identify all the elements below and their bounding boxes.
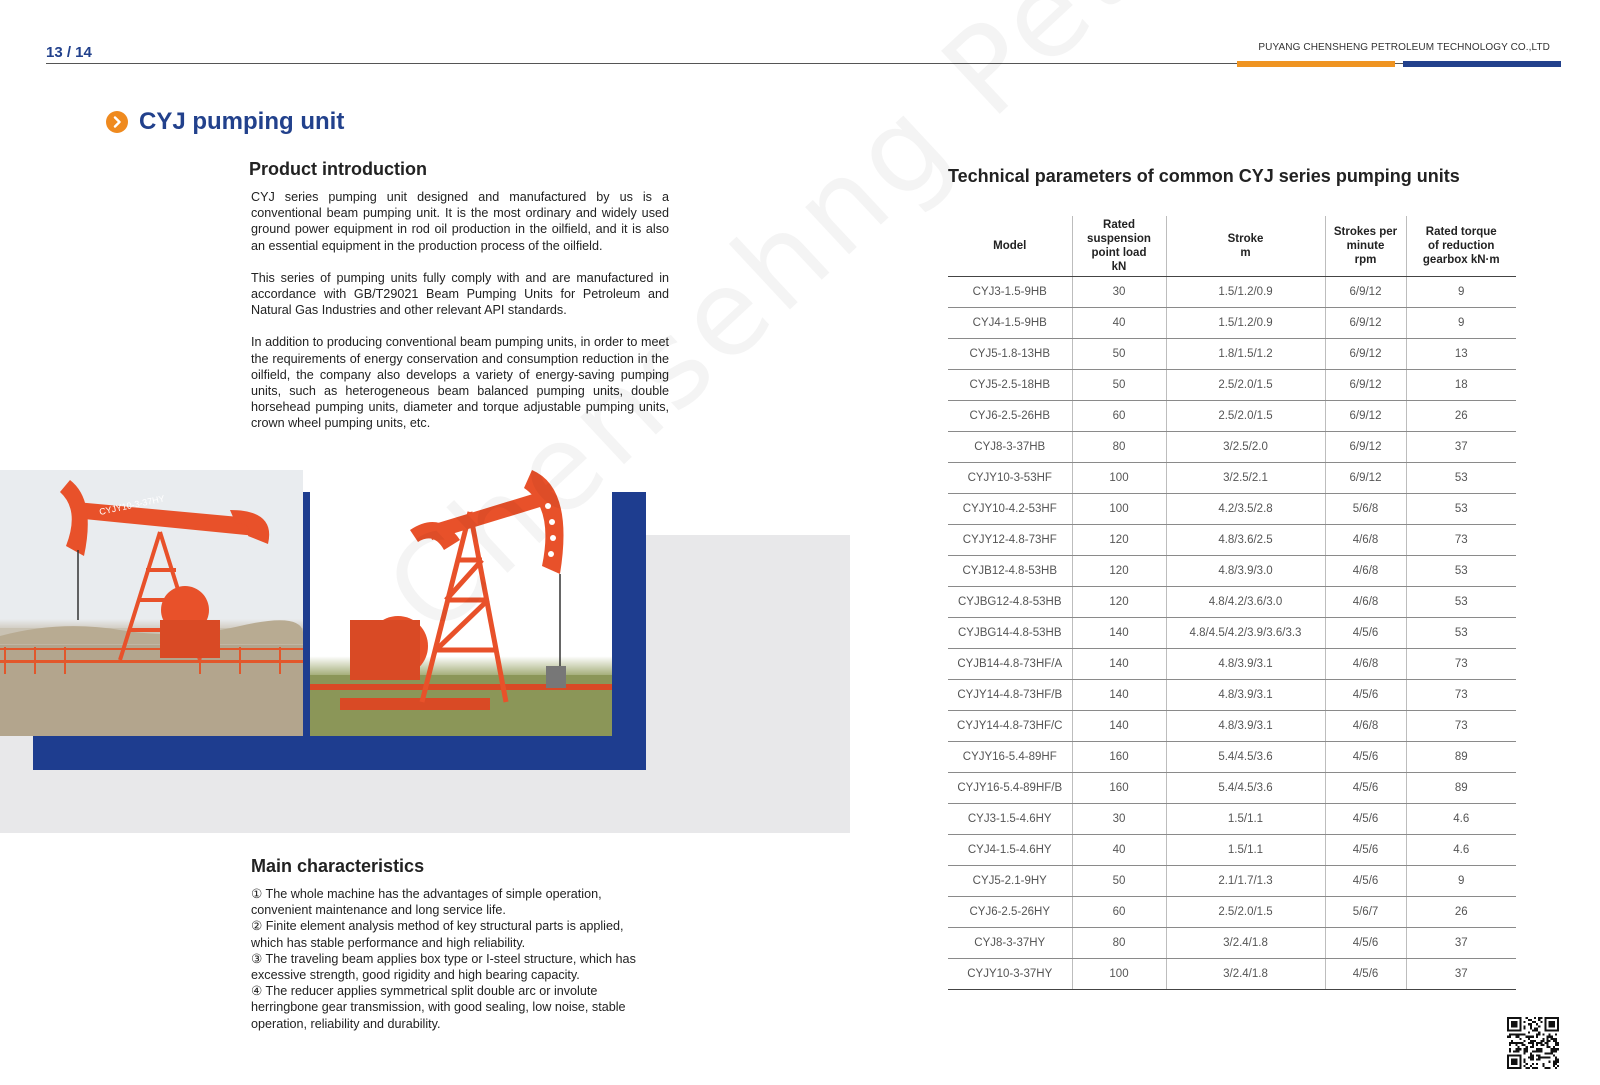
characteristics-line: operation, reliability and durability. (251, 1016, 441, 1031)
table-row (948, 927, 1516, 958)
cell-rated-load: 30 (1072, 803, 1166, 834)
cell-rated-torque: 4.6 (1406, 803, 1516, 834)
header-line: Rated torque (1425, 225, 1497, 238)
cell-model: CYJ6-2.5-26HY (948, 896, 1072, 927)
page-number: 13 / 14 (46, 44, 92, 61)
cell-rated-torque: 73 (1406, 648, 1516, 679)
cell-model: CYJ4-1.5-4.6HY (948, 834, 1072, 865)
cell-rated-torque: 73 (1406, 679, 1516, 710)
cell-rated-load: 140 (1072, 679, 1166, 710)
characteristics-line: which has stable performance and high reliability. (251, 935, 526, 950)
cell-stroke: 1.8/1.5/1.2 (1166, 338, 1325, 369)
qr-code-icon (1507, 1017, 1559, 1069)
table-row (948, 772, 1516, 803)
cell-model: CYJY10-3-37HY (948, 958, 1072, 989)
table-row (948, 710, 1516, 741)
table-row (948, 865, 1516, 896)
cell-stroke: 1.5/1.1 (1166, 803, 1325, 834)
cell-strokes-per-minute: 5/6/7 (1325, 896, 1406, 927)
characteristics-line: ① The whole machine has the advantages of simple operation, (251, 887, 602, 901)
table-row (948, 679, 1516, 710)
pumping-unit-photo-2 (310, 470, 612, 736)
cell-model: CYJB14-4.8-73HF/A (948, 648, 1072, 679)
cell-rated-torque: 53 (1406, 555, 1516, 586)
cell-stroke: 4.8/4.2/3.6/3.0 (1166, 586, 1325, 617)
cell-rated-torque: 26 (1406, 896, 1516, 927)
section-title (106, 108, 344, 136)
cell-rated-torque: 37 (1406, 927, 1516, 958)
cell-rated-load: 100 (1072, 493, 1166, 524)
cell-stroke: 2.1/1.7/1.3 (1166, 865, 1325, 896)
cell-model: CYJ5-2.5-18HB (948, 369, 1072, 400)
cell-strokes-per-minute: 4/5/6 (1325, 617, 1406, 648)
cell-rated-load: 120 (1072, 555, 1166, 586)
cell-strokes-per-minute: 6/9/12 (1325, 338, 1406, 369)
cell-rated-torque: 89 (1406, 741, 1516, 772)
cell-stroke: 5.4/4.5/3.6 (1166, 741, 1325, 772)
cell-model: CYJY12-4.8-73HF (948, 524, 1072, 555)
cell-stroke: 2.5/2.0/1.5 (1166, 896, 1325, 927)
characteristics-line: convenient maintenance and long service life. (251, 903, 506, 918)
cell-model: CYJY10-3-53HF (948, 462, 1072, 493)
cell-rated-load: 50 (1072, 338, 1166, 369)
cell-model: CYJ5-2.1-9HY (948, 865, 1072, 896)
cell-model: CYJ5-1.8-13HB (948, 338, 1072, 369)
intro-heading: Product introduction (249, 159, 427, 179)
header-accent-blue (1403, 61, 1561, 67)
cell-strokes-per-minute: 4/5/6 (1325, 958, 1406, 989)
table-row (948, 648, 1516, 679)
cell-strokes-per-minute: 6/9/12 (1325, 369, 1406, 400)
cell-strokes-per-minute: 6/9/12 (1325, 307, 1406, 338)
header-line: point load (1091, 246, 1147, 259)
cell-rated-load: 160 (1072, 741, 1166, 772)
header-line: m (1240, 246, 1251, 259)
characteristics-line: herringbone gear transmission, with good sealing, low noise, stable (251, 1000, 626, 1015)
cell-rated-torque: 73 (1406, 710, 1516, 741)
header-line: Stroke (1227, 232, 1264, 245)
cell-strokes-per-minute: 4/5/6 (1325, 803, 1406, 834)
cell-model: CYJ3-1.5-4.6HY (948, 803, 1072, 834)
cell-rated-torque: 9 (1406, 307, 1516, 338)
table-row (948, 369, 1516, 400)
pumping-unit-nameplate: CYJY10-3-37HY (98, 493, 166, 517)
cell-stroke: 4.2/3.5/2.8 (1166, 493, 1325, 524)
header-line: minute (1346, 239, 1385, 252)
cell-strokes-per-minute: 6/9/12 (1325, 276, 1406, 307)
cell-strokes-per-minute: 4/6/8 (1325, 710, 1406, 741)
characteristics-list (251, 886, 681, 1032)
cell-stroke: 4.8/4.5/4.2/3.9/3.6/3.3 (1166, 617, 1325, 648)
cell-rated-torque: 53 (1406, 586, 1516, 617)
cell-strokes-per-minute: 4/6/8 (1325, 555, 1406, 586)
cell-strokes-per-minute: 4/5/6 (1325, 865, 1406, 896)
cell-rated-load: 120 (1072, 586, 1166, 617)
cell-rated-torque: 9 (1406, 276, 1516, 307)
cell-rated-torque: 89 (1406, 772, 1516, 803)
cell-rated-load: 80 (1072, 927, 1166, 958)
cell-rated-load: 30 (1072, 276, 1166, 307)
cell-model: CYJ3-1.5-9HB (948, 276, 1072, 307)
table-row (948, 338, 1516, 369)
cell-rated-load: 100 (1072, 462, 1166, 493)
cell-strokes-per-minute: 6/9/12 (1325, 400, 1406, 431)
cell-rated-torque: 4.6 (1406, 834, 1516, 865)
cell-strokes-per-minute: 5/6/8 (1325, 493, 1406, 524)
header-line: Rated (1103, 218, 1135, 231)
cell-rated-torque: 9 (1406, 865, 1516, 896)
cell-strokes-per-minute: 4/6/8 (1325, 586, 1406, 617)
company-name: PUYANG CHENSHENG PETROLEUM TECHNOLOGY CO.,LTD (1258, 42, 1550, 53)
cell-model: CYJY16-5.4-89HF/B (948, 772, 1072, 803)
table-row (948, 307, 1516, 338)
cell-model: CYJB12-4.8-53HB (948, 555, 1072, 586)
characteristics-line: ④ The reducer applies symmetrical split double arc or involute (251, 984, 598, 999)
cell-rated-torque: 53 (1406, 462, 1516, 493)
header-line: kN (1111, 260, 1127, 273)
cell-model: CYJY16-5.4-89HF (948, 741, 1072, 772)
cell-stroke: 1.5/1.2/0.9 (1166, 307, 1325, 338)
intro-paragraph: In addition to producing conventional beam pumping units, in order to meet the requirements of energy conservation and consumption reduction in the oilfield, the company also develops a variety of energy-saving pumping units, such as heterogeneous beam balanced pumping units, double horsehead pumping units, diameter and torque adjustable pumping units, crown wheel pumping units, etc. (251, 335, 669, 431)
cell-rated-load: 40 (1072, 307, 1166, 338)
cell-rated-load: 100 (1072, 958, 1166, 989)
table-row (948, 617, 1516, 648)
cell-model: CYJY14-4.8-73HF/B (948, 679, 1072, 710)
section-title-text: CYJ pumping unit (139, 108, 345, 135)
pumping-unit-photo-1 (0, 470, 303, 736)
parameters-table (948, 216, 1516, 990)
header-line: suspension (1087, 232, 1151, 245)
table-body (948, 276, 1516, 989)
table-row (948, 834, 1516, 865)
table-row (948, 803, 1516, 834)
cell-model: CYJ6-2.5-26HB (948, 400, 1072, 431)
table-row (948, 493, 1516, 524)
cell-strokes-per-minute: 4/5/6 (1325, 772, 1406, 803)
table-row (948, 400, 1516, 431)
table-row (948, 524, 1516, 555)
cell-rated-load: 60 (1072, 400, 1166, 431)
cell-rated-load: 120 (1072, 524, 1166, 555)
table-title: Technical parameters of common CYJ series pumping units (948, 166, 1460, 186)
table-row (948, 586, 1516, 617)
header-line: gearbox kN·m (1422, 253, 1500, 266)
intro-paragraph: This series of pumping units fully comply with and are manufactured in accordance with GB/T29021 Beam Pumping Units for Petroleum and Natural Gas Industries and other relevant API standards. (251, 270, 669, 318)
cell-model: CYJY10-4.2-53HF (948, 493, 1072, 524)
cell-stroke: 4.8/3.9/3.0 (1166, 555, 1325, 586)
header-line: rpm (1354, 253, 1377, 266)
cell-rated-torque: 53 (1406, 493, 1516, 524)
cell-model: CYJ8-3-37HB (948, 431, 1072, 462)
intro-text (251, 189, 669, 448)
cell-rated-load: 60 (1072, 896, 1166, 927)
cell-stroke: 1.5/1.1 (1166, 834, 1325, 865)
cell-model: CYJBG12-4.8-53HB (948, 586, 1072, 617)
cell-rated-load: 80 (1072, 431, 1166, 462)
header-model (948, 216, 1072, 276)
cell-rated-load: 140 (1072, 617, 1166, 648)
cell-stroke: 3/2.4/1.8 (1166, 958, 1325, 989)
cell-stroke: 3/2.5/2.0 (1166, 431, 1325, 462)
cell-rated-load: 40 (1072, 834, 1166, 865)
table-header-row (948, 216, 1516, 276)
cell-rated-torque: 18 (1406, 369, 1516, 400)
cell-stroke: 4.8/3.6/2.5 (1166, 524, 1325, 555)
characteristics-line: ③ The traveling beam applies box type or I-steel structure, which has (251, 951, 636, 966)
header-accent-orange (1237, 61, 1395, 67)
characteristics-line: ② Finite element analysis method of key structural parts is applied, (251, 919, 624, 934)
chevron-right-circle-icon (106, 111, 128, 133)
cell-strokes-per-minute: 4/5/6 (1325, 834, 1406, 865)
cell-model: CYJ8-3-37HY (948, 927, 1072, 958)
cell-stroke: 3/2.4/1.8 (1166, 927, 1325, 958)
characteristics-line: excessive strength, good rigidity and high bearing capacity. (251, 968, 580, 983)
table-row (948, 741, 1516, 772)
table-row (948, 555, 1516, 586)
table-row (948, 462, 1516, 493)
header-line: Model (993, 239, 1027, 252)
table-row (948, 431, 1516, 462)
cell-stroke: 3/2.5/2.1 (1166, 462, 1325, 493)
cell-stroke: 2.5/2.0/1.5 (1166, 400, 1325, 431)
cell-stroke: 1.5/1.2/0.9 (1166, 276, 1325, 307)
cell-stroke: 2.5/2.0/1.5 (1166, 369, 1325, 400)
cell-rated-torque: 13 (1406, 338, 1516, 369)
cell-rated-torque: 37 (1406, 431, 1516, 462)
cell-strokes-per-minute: 4/5/6 (1325, 741, 1406, 772)
cell-stroke: 4.8/3.9/3.1 (1166, 679, 1325, 710)
cell-rated-torque: 53 (1406, 617, 1516, 648)
header-rated-load (1072, 216, 1166, 276)
cell-model: CYJ4-1.5-9HB (948, 307, 1072, 338)
cell-rated-load: 160 (1072, 772, 1166, 803)
cell-strokes-per-minute: 6/9/12 (1325, 462, 1406, 493)
intro-paragraph: CYJ series pumping unit designed and manufactured by us is a conventional beam pumping unit. It is the most ordinary and widely used ground power equipment in rod oil production in the oilfield, and it is also an essential equipment in the production process of the oilfield. (251, 190, 669, 253)
cell-rated-load: 50 (1072, 865, 1166, 896)
header-stroke (1166, 216, 1325, 276)
header-line: Strokes per (1333, 225, 1398, 238)
header-line: of reduction (1428, 239, 1495, 252)
table-row (948, 276, 1516, 307)
cell-stroke: 4.8/3.9/3.1 (1166, 710, 1325, 741)
cell-rated-torque: 73 (1406, 524, 1516, 555)
cell-strokes-per-minute: 6/9/12 (1325, 431, 1406, 462)
cell-rated-load: 140 (1072, 710, 1166, 741)
cell-stroke: 5.4/4.5/3.6 (1166, 772, 1325, 803)
characteristics-heading: Main characteristics (251, 856, 425, 876)
cell-rated-torque: 37 (1406, 958, 1516, 989)
table-row (948, 896, 1516, 927)
cell-rated-torque: 26 (1406, 400, 1516, 431)
cell-stroke: 4.8/3.9/3.1 (1166, 648, 1325, 679)
cell-strokes-per-minute: 4/6/8 (1325, 524, 1406, 555)
cell-model: CYJBG14-4.8-53HB (948, 617, 1072, 648)
cell-rated-load: 140 (1072, 648, 1166, 679)
cell-strokes-per-minute: 4/6/8 (1325, 648, 1406, 679)
header-rated-torque (1406, 216, 1516, 276)
cell-rated-load: 50 (1072, 369, 1166, 400)
cell-strokes-per-minute: 4/5/6 (1325, 927, 1406, 958)
table-row (948, 958, 1516, 989)
cell-strokes-per-minute: 4/5/6 (1325, 679, 1406, 710)
cell-model: CYJY14-4.8-73HF/C (948, 710, 1072, 741)
header-strokes-per-minute (1325, 216, 1406, 276)
